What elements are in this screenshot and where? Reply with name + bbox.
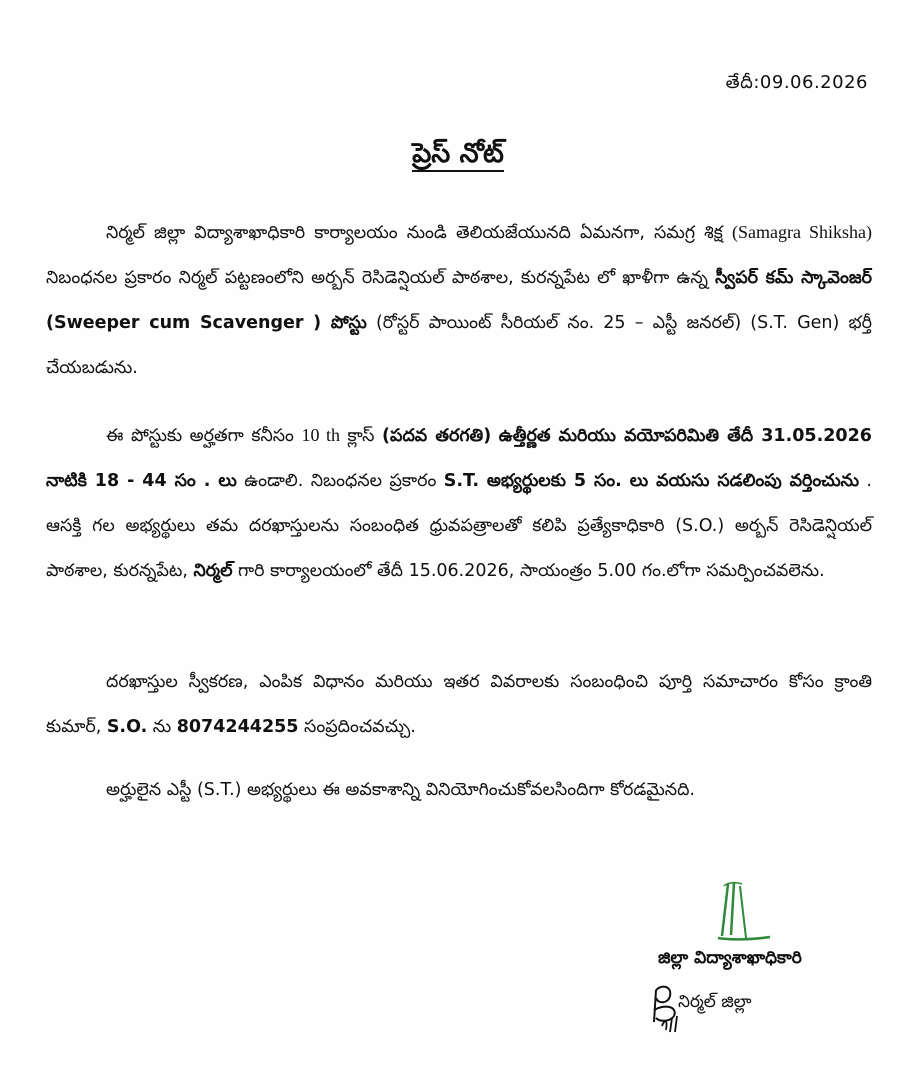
signature-block [620, 880, 880, 1050]
p3-text-5: సంప్రదించవచ్చు. [298, 717, 416, 737]
p1-text-3: నిబంధనల ప్రకారం నిర్మల్ పట్టణంలోని అర్బన్ రెసిడెన్షియల్ పాఠశాల, కురన్నపేట లో ఖాళీగా ఉన్న [46, 268, 716, 288]
p3-text-3: ను [147, 717, 177, 737]
signature-designation: జిల్లా విద్యాశాఖాధికారి [658, 948, 802, 968]
page-title [0, 138, 916, 176]
p3-phone-number: 8074244255 [176, 717, 299, 737]
p1-scheme-name: (Samagra Shiksha) [732, 222, 873, 242]
p2-age-limit: ఉత్తీర్ణత మరియు వయోపరిమితి తేదీ 31.05.2026 నాటికి 18 - 44 సం . లు [46, 426, 872, 491]
p2-age-relaxation: S.T. అభ్యర్థులకు 5 సం. లు వయసు సడలింపు వర్తించును [443, 471, 859, 491]
paragraph-request [46, 768, 872, 813]
p2-class-telugu: (పదవ తరగతి) [382, 426, 492, 446]
p4-text-1: అర్హులైన ఎస్టీ (S.T.) అభ్యర్థులు ఈ అవకాశాన్ని వినియోగించుకోవలసిందిగా కోరడమైనది. [106, 780, 695, 800]
p1-post-name: స్వీపర్ కమ్ స్కావెంజర్ (Sweeper cum Scavenger ) పోస్టు [46, 268, 872, 333]
date-line: తేదీ:09.06.2026 [725, 72, 868, 93]
p3-so: S.O. [106, 717, 148, 737]
p2-text-3: క్లాస్ [339, 426, 383, 446]
paragraph-eligibility [46, 413, 872, 594]
p2-text-9: . ఆసక్తి గల అభ్యర్థులు తమ దరఖాస్తులను సంబంధిత ధ్రువపత్రాలతో కలిపి ప్రత్యేకాధికారి (S.O.) అర్బన్ రెసిడెన్షియల్ పాఠశాల, కురన్నపేట, [46, 471, 872, 581]
p2-text-5 [491, 426, 499, 446]
signature-mark [710, 880, 780, 950]
p2-district: నిర్మల్ [193, 561, 233, 581]
p1-text-1: నిర్మల్ జిల్లా విద్యాశాఖాధికారి కార్యాలయం నుండి తెలియజేయునది ఏమనగా, సమగ్ర శిక్ష [106, 223, 732, 243]
p2-text-11: గారి కార్యాలయంలో తేదీ 15.06.2026, సాయంత్రం 5.00 గం.లోగా సమర్పించవలెను. [232, 561, 825, 581]
p1-text-5: (రోస్టర్ పాయింట్ సీరియల్ నం. 25 – ఎస్టీ జనరల్) (S.T. Gen) భర్తీ చేయబడును. [46, 313, 872, 378]
p3-text-1: దరఖాస్తుల స్వీకరణ, ఎంపిక విధానం మరియు ఇతర వివరాలకు సంబంధించి పూర్తి సమాచారం కోసం క్రాంతి కుమార్, [46, 672, 872, 737]
paragraph-contact [46, 660, 872, 750]
paragraph-vacancy-notice [46, 210, 872, 391]
p2-text-1: ఈ పోస్టుకు అర్హతగా కనీసం [106, 426, 302, 446]
page-title-text: ప్రెస్ నోట్ [412, 138, 504, 172]
p2-class: 10 th [301, 425, 340, 445]
signature-district: నిర్మల్ జిల్లా [678, 992, 752, 1012]
p2-text-7: ఉండాలి. నిబంధనల ప్రకారం [236, 471, 444, 491]
